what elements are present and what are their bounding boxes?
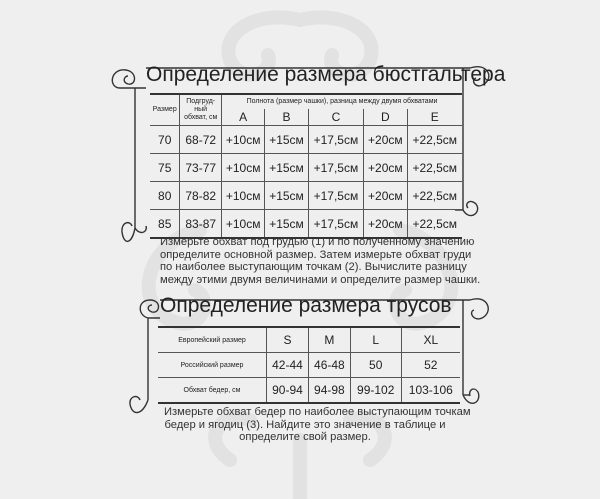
header-fullness: Полнота (размер чашки), разница между двумя обхватами	[222, 94, 463, 109]
table-row	[158, 353, 460, 378]
row-value: S	[267, 327, 309, 353]
table-row	[150, 126, 462, 154]
header-cup-a: A	[222, 109, 265, 126]
row-cup-b: +15см	[265, 182, 308, 210]
row-size: 75	[150, 154, 180, 182]
row-size: 85	[150, 210, 180, 239]
row-underbust: 68-72	[180, 126, 222, 154]
row-value: 50	[350, 353, 401, 378]
row-label: Российский размер	[158, 353, 267, 378]
bra-instructions: Измерьте обхват под грудью (1) и по полученному значению определите основной размер. Затем измерьте обхват груди по наиболее выступающим точкам (2). Вычислите разницу между этими двумя величинами и определите размер чашки.	[160, 236, 481, 286]
table-row	[150, 182, 462, 210]
row-cup-b: +15см	[265, 210, 308, 239]
table-row	[158, 378, 460, 404]
row-cup-d: +20см	[364, 154, 407, 182]
row-cup-e: +22,5см	[407, 182, 462, 210]
row-value: 52	[401, 353, 460, 378]
row-cup-d: +20см	[364, 126, 407, 154]
row-value: 103-106	[401, 378, 460, 404]
bra-size-table	[150, 93, 462, 239]
row-cup-a: +10см	[222, 126, 265, 154]
row-cup-a: +10см	[222, 154, 265, 182]
row-underbust: 83-87	[180, 210, 222, 239]
row-cup-e: +22,5см	[407, 154, 462, 182]
row-cup-e: +22,5см	[407, 126, 462, 154]
row-cup-e: +22,5см	[407, 210, 462, 239]
header-cup-b: B	[265, 109, 308, 126]
row-value: 42-44	[267, 353, 309, 378]
table-row	[158, 327, 460, 353]
row-cup-c: +17,5см	[308, 126, 364, 154]
table-row	[150, 210, 462, 239]
table-header-row	[150, 94, 462, 109]
row-value: XL	[401, 327, 460, 353]
row-underbust: 73-77	[180, 154, 222, 182]
panties-instructions: Измерьте обхват бедер по наиболее выступающим точкам бедер и ягодиц (3). Найдите это значение в таблице и определите свой размер.	[164, 406, 471, 444]
panties-size-title: Определение размера трусов	[160, 294, 452, 317]
row-size: 70	[150, 126, 180, 154]
row-cup-d: +20см	[364, 210, 407, 239]
header-cup-c: C	[308, 109, 364, 126]
row-cup-c: +17,5см	[308, 182, 364, 210]
row-cup-a: +10см	[222, 182, 265, 210]
row-label: Обхват бедер, см	[158, 378, 267, 404]
table-row	[150, 154, 462, 182]
row-cup-c: +17,5см	[308, 154, 364, 182]
row-underbust: 78-82	[180, 182, 222, 210]
bra-size-title: Определение размера бюстгальтера	[146, 63, 506, 86]
row-cup-b: +15см	[265, 154, 308, 182]
row-value: M	[308, 327, 350, 353]
header-underbust: Подгруд- ный обхват, см	[180, 94, 222, 126]
panties-size-table	[158, 326, 460, 404]
row-value: L	[350, 327, 401, 353]
row-value: 90-94	[267, 378, 309, 404]
row-size: 80	[150, 182, 180, 210]
header-cup-e: E	[407, 109, 462, 126]
row-cup-a: +10см	[222, 210, 265, 239]
row-value: 99-102	[350, 378, 401, 404]
header-size: Размер	[150, 94, 180, 126]
row-label: Европейский размер	[158, 327, 267, 353]
row-cup-b: +15см	[265, 126, 308, 154]
row-value: 94-98	[308, 378, 350, 404]
row-cup-c: +17,5см	[308, 210, 364, 239]
row-value: 46-48	[308, 353, 350, 378]
header-cup-d: D	[364, 109, 407, 126]
row-cup-d: +20см	[364, 182, 407, 210]
